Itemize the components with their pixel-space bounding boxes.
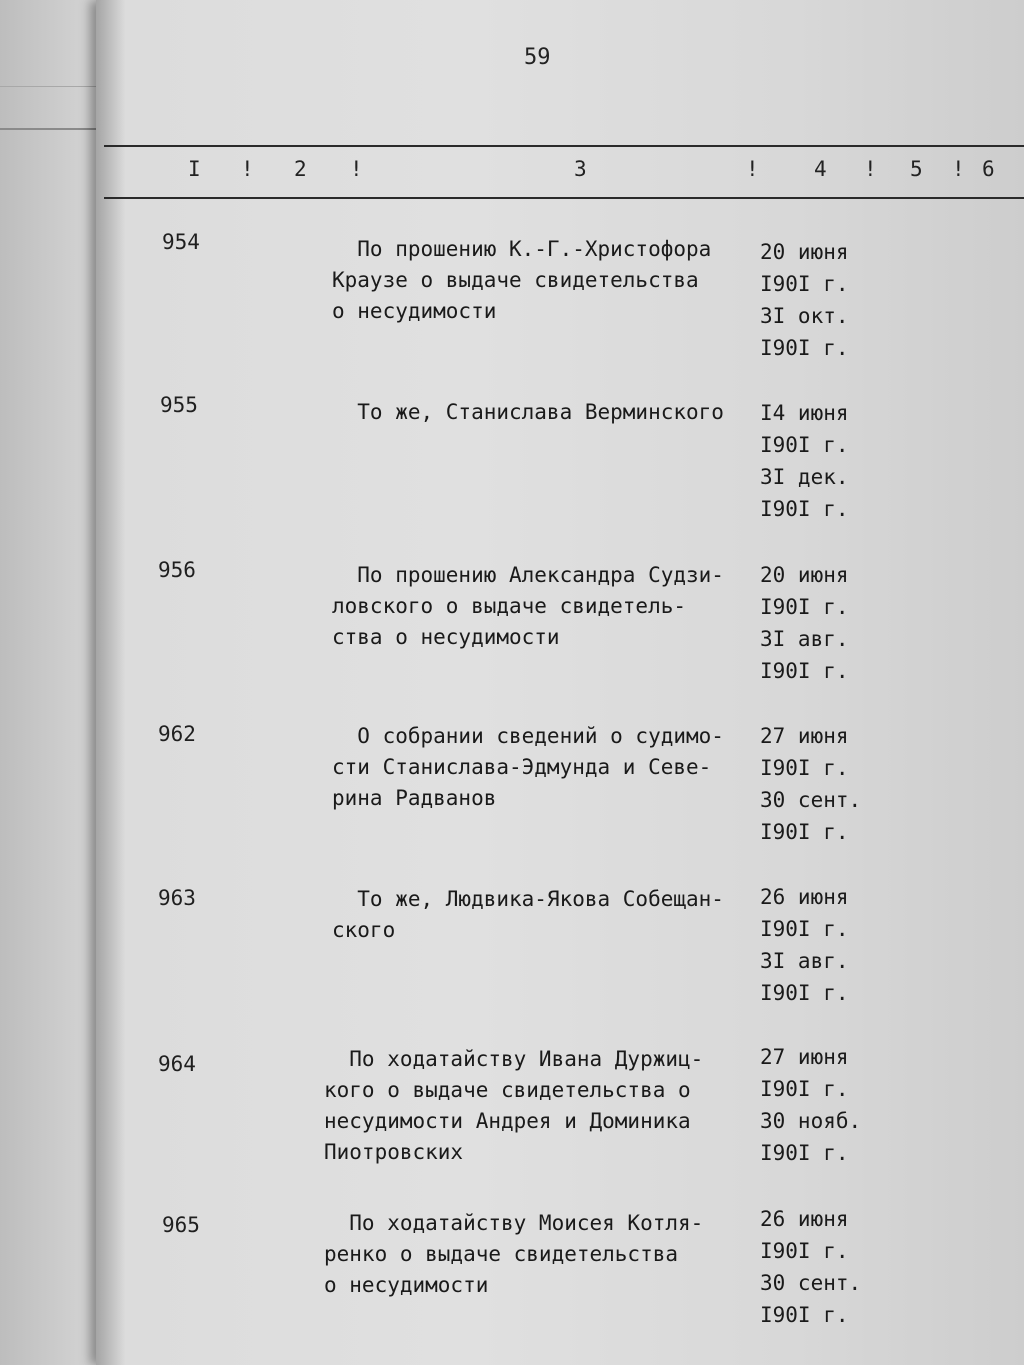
column-separator: ! — [241, 157, 254, 181]
entry-number: 965 — [162, 1213, 200, 1237]
column-header-1: I — [188, 157, 201, 181]
entry-description: По ходатайству Моисея Котля- ренко о выдаче свидетельства о несудимости — [324, 1211, 704, 1297]
table-header-top-rule — [104, 145, 1024, 147]
column-header-4: 4 — [814, 157, 827, 181]
page-number: 59 — [524, 45, 551, 70]
entry-number: 963 — [158, 886, 196, 910]
table-header-bottom-rule — [104, 197, 1024, 199]
underlying-page-rule — [0, 86, 110, 87]
column-header-2: 2 — [294, 157, 307, 181]
entry-number: 964 — [158, 1052, 196, 1076]
entry-dates: 20 июня I90I г. 3I окт. I90I г. — [760, 240, 849, 360]
column-separator: ! — [952, 157, 965, 181]
column-separator: ! — [864, 157, 877, 181]
entry-dates: 26 июня I90I г. 3I авг. I90I г. — [760, 885, 849, 1005]
entry-dates: 27 июня I90I г. 30 сент. I90I г. — [760, 724, 862, 844]
document-page — [96, 0, 1024, 1365]
entry-number: 956 — [158, 558, 196, 582]
page-binding-shadow — [96, 0, 126, 1365]
column-header-6: 6 — [982, 157, 995, 181]
column-separator: ! — [350, 157, 363, 181]
entry-number: 955 — [160, 393, 198, 417]
entry-description: То же, Людвика-Якова Собещан- ского — [332, 887, 724, 942]
entry-description: По прошению К.-Г.-Христофора Краузе о выдаче свидетельства о несудимости — [332, 237, 712, 323]
entry-number: 962 — [158, 722, 196, 746]
entry-description: То же, Станислава Верминского — [332, 400, 724, 424]
column-header-5: 5 — [910, 157, 923, 181]
entry-description: По ходатайству Ивана Дуржиц- кого о выдаче свидетельства о несудимости Андрея и Доминика Пиотровских — [324, 1047, 704, 1164]
entry-number: 954 — [162, 230, 200, 254]
underlying-page-header-rule — [0, 128, 110, 130]
entry-dates: 27 июня I90I г. 30 нояб. I90I г. — [760, 1045, 862, 1165]
entry-description: По прошению Александра Судзи- ловского о выдаче свидетель- ства о несудимости — [332, 563, 724, 649]
column-header-3: 3 — [574, 157, 587, 181]
entry-description: О собрании сведений о судимо- сти Станислава-Эдмунда и Севе- рина Радванов — [332, 724, 724, 810]
entry-dates: 20 июня I90I г. 3I авг. I90I г. — [760, 563, 849, 683]
entry-dates: I4 июня I90I г. 3I дек. I90I г. — [760, 401, 849, 521]
column-separator: ! — [746, 157, 759, 181]
entry-dates: 26 июня I90I г. 30 сент. I90I г. — [760, 1207, 862, 1327]
